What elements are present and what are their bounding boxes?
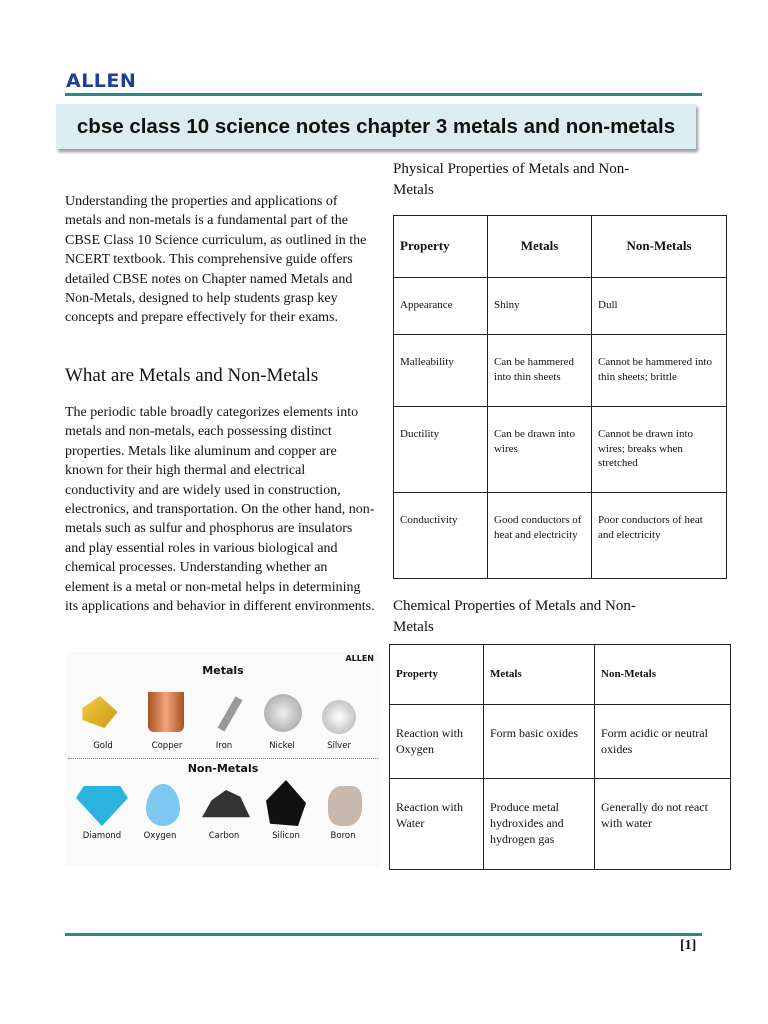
metals-heading: Metals bbox=[202, 664, 244, 677]
table-row bbox=[394, 278, 727, 335]
header-cell: Metals bbox=[488, 216, 592, 278]
figure-divider bbox=[68, 758, 378, 759]
physical-properties-table bbox=[393, 215, 727, 579]
cell: Poor conductors of heat and electricity bbox=[592, 493, 727, 579]
boron-icon bbox=[328, 786, 362, 826]
table-row bbox=[394, 335, 727, 407]
header-cell: Metals bbox=[484, 645, 595, 705]
cell: Malleability bbox=[394, 335, 488, 407]
cell: Conductivity bbox=[394, 493, 488, 579]
gold-icon bbox=[78, 692, 122, 732]
nickel-coin-icon bbox=[264, 694, 302, 732]
iron-screw-icon bbox=[218, 696, 243, 731]
chemical-properties-table bbox=[389, 644, 731, 870]
silver-medal-icon bbox=[322, 700, 356, 734]
header-cell: Non-Metals bbox=[595, 645, 731, 705]
copper-pot-icon bbox=[148, 692, 184, 732]
table-row bbox=[394, 407, 727, 493]
nonmetal-label: Silicon bbox=[272, 831, 300, 841]
physical-table-caption: Physical Properties of Metals and Non-Metals bbox=[393, 161, 630, 198]
cell: Generally do not react with water bbox=[595, 779, 731, 870]
page-title: cbse class 10 science notes chapter 3 metals and non-metals bbox=[56, 104, 696, 149]
diamond-icon bbox=[76, 786, 128, 826]
cell: Cannot be drawn into wires; breaks when stretched bbox=[592, 407, 727, 493]
metal-label: Gold bbox=[93, 741, 113, 751]
oxygen-drop-icon bbox=[146, 784, 180, 826]
cell: Ductility bbox=[394, 407, 488, 493]
cell: Can be drawn into wires bbox=[488, 407, 592, 493]
cell: Shiny bbox=[488, 278, 592, 335]
nonmetal-label: Diamond bbox=[82, 831, 122, 841]
cell: Appearance bbox=[394, 278, 488, 335]
nonmetal-label: Oxygen bbox=[143, 831, 177, 841]
chemical-table-caption: Chemical Properties of Metals and Non-Metals bbox=[393, 598, 636, 635]
section-heading: What are Metals and Non-Metals bbox=[65, 365, 319, 386]
figure-logo: ALLEN bbox=[345, 654, 374, 663]
header-cell: Property bbox=[394, 216, 488, 278]
nonmetals-heading: Non-Metals bbox=[187, 762, 259, 775]
cell: Form basic oxides bbox=[484, 705, 595, 779]
metals-nonmetals-figure bbox=[66, 652, 380, 866]
cell: Cannot be hammered into thin sheets; brittle bbox=[592, 335, 727, 407]
metal-label: Nickel bbox=[269, 741, 295, 751]
table-row bbox=[390, 779, 731, 870]
silicon-icon bbox=[266, 780, 306, 826]
metal-label: Copper bbox=[151, 741, 183, 751]
metal-label: Iron bbox=[215, 741, 233, 751]
table-header-row bbox=[390, 645, 731, 705]
header-cell: Property bbox=[390, 645, 484, 705]
carbon-icon bbox=[202, 790, 250, 824]
cell: Reaction with Oxygen bbox=[390, 705, 484, 779]
metal-label: Silver bbox=[327, 741, 351, 751]
intro-paragraph: Understanding the properties and applications of metals and non-metals is a fundamental part of the CBSE Class 10 Science curriculum, as outlined in the NCERT textbook. This comprehensive guide offers detailed CBSE notes on Chapter named Metals and Non-Metals, designed to help students grasp key concepts and prepare effectively for their exams. bbox=[65, 194, 367, 326]
page-number: [1] bbox=[680, 938, 697, 953]
nonmetal-label: Carbon bbox=[208, 831, 240, 841]
table-row bbox=[390, 705, 731, 779]
allen-logo: ALLEN bbox=[66, 70, 137, 92]
table-row bbox=[394, 493, 727, 579]
cell: Can be hammered into thin sheets bbox=[488, 335, 592, 407]
header-cell: Non-Metals bbox=[592, 216, 727, 278]
table-header-row bbox=[394, 216, 727, 278]
cell: Good conductors of heat and electricity bbox=[488, 493, 592, 579]
footer-divider bbox=[65, 933, 702, 936]
header-divider bbox=[65, 93, 702, 96]
section-paragraph: The periodic table broadly categorizes elements into metals and non-metals, each possessing distinct properties. Metals like aluminum and copper are known for their high thermal and electrical conductivity and are widely used in construction, electronics, and transportation. On the other hand, non-metals such as sulfur and phosphorus are insulators and play essential roles in various biological and chemical processes. Understanding whether an element is a metal or non-metal helps in determining its applications and behavior in different environments. bbox=[65, 405, 375, 615]
cell: Dull bbox=[592, 278, 727, 335]
cell: Form acidic or neutral oxides bbox=[595, 705, 731, 779]
cell: Produce metal hydroxides and hydrogen gas bbox=[484, 779, 595, 870]
cell: Reaction with Water bbox=[390, 779, 484, 870]
nonmetal-label: Boron bbox=[330, 831, 356, 841]
